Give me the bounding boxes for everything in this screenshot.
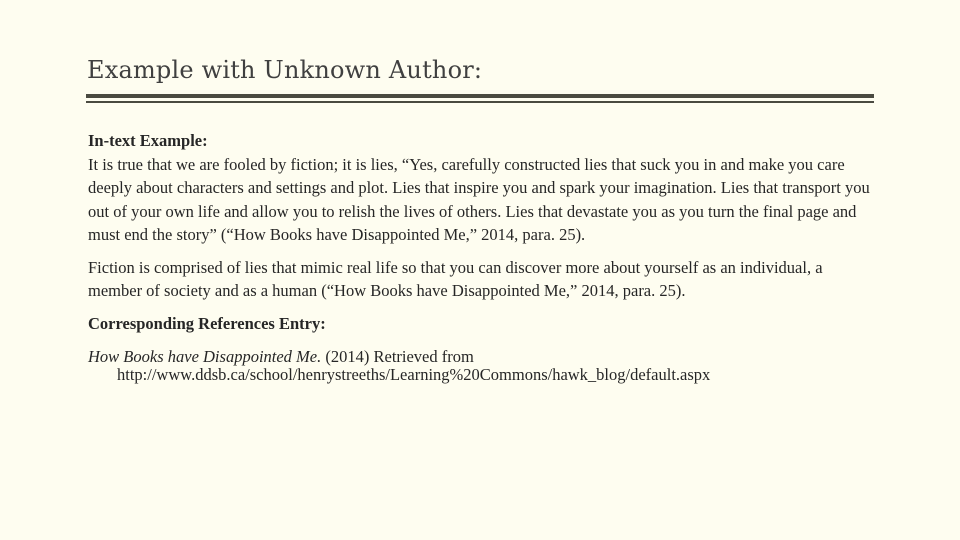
intext-paragraph-1: It is true that we are fooled by fiction; it is lies, “Yes, carefully constructed lies that suck you in and make you care deeply about characters and settings and plot. Lies that inspire you and spark your imagination. Lies that transport you out of your own life and allow you to relish the lives of others. Lies that devastate you as you turn the final page and must end the story” (“How Books have Disappointed Me,” 2014, para. 25).	[88, 154, 870, 244]
slide-body	[88, 129, 878, 384]
intext-heading: In-text Example:	[88, 131, 208, 150]
intext-paragraph-2: Fiction is comprised of lies that mimic real life so that you can discover more about yourself as an individual, a member of society and as a human (“How Books have Disappointed Me,” 2014, para. 25).	[88, 257, 823, 300]
title-rule-thick	[86, 94, 874, 98]
reference-details: (2014) Retrieved from	[321, 347, 474, 366]
references-heading: Corresponding References Entry:	[88, 313, 326, 333]
reference-title: How Books have Disappointed Me.	[88, 347, 322, 366]
reference-url: http://www.ddsb.ca/school/henrystreeths/Learning%20Commons/hawk_blog/default.aspx	[117, 365, 711, 384]
title-rule-thin	[86, 101, 874, 103]
slide-title: Example with Unknown Author:	[87, 56, 483, 84]
reference-entry	[88, 348, 878, 366]
